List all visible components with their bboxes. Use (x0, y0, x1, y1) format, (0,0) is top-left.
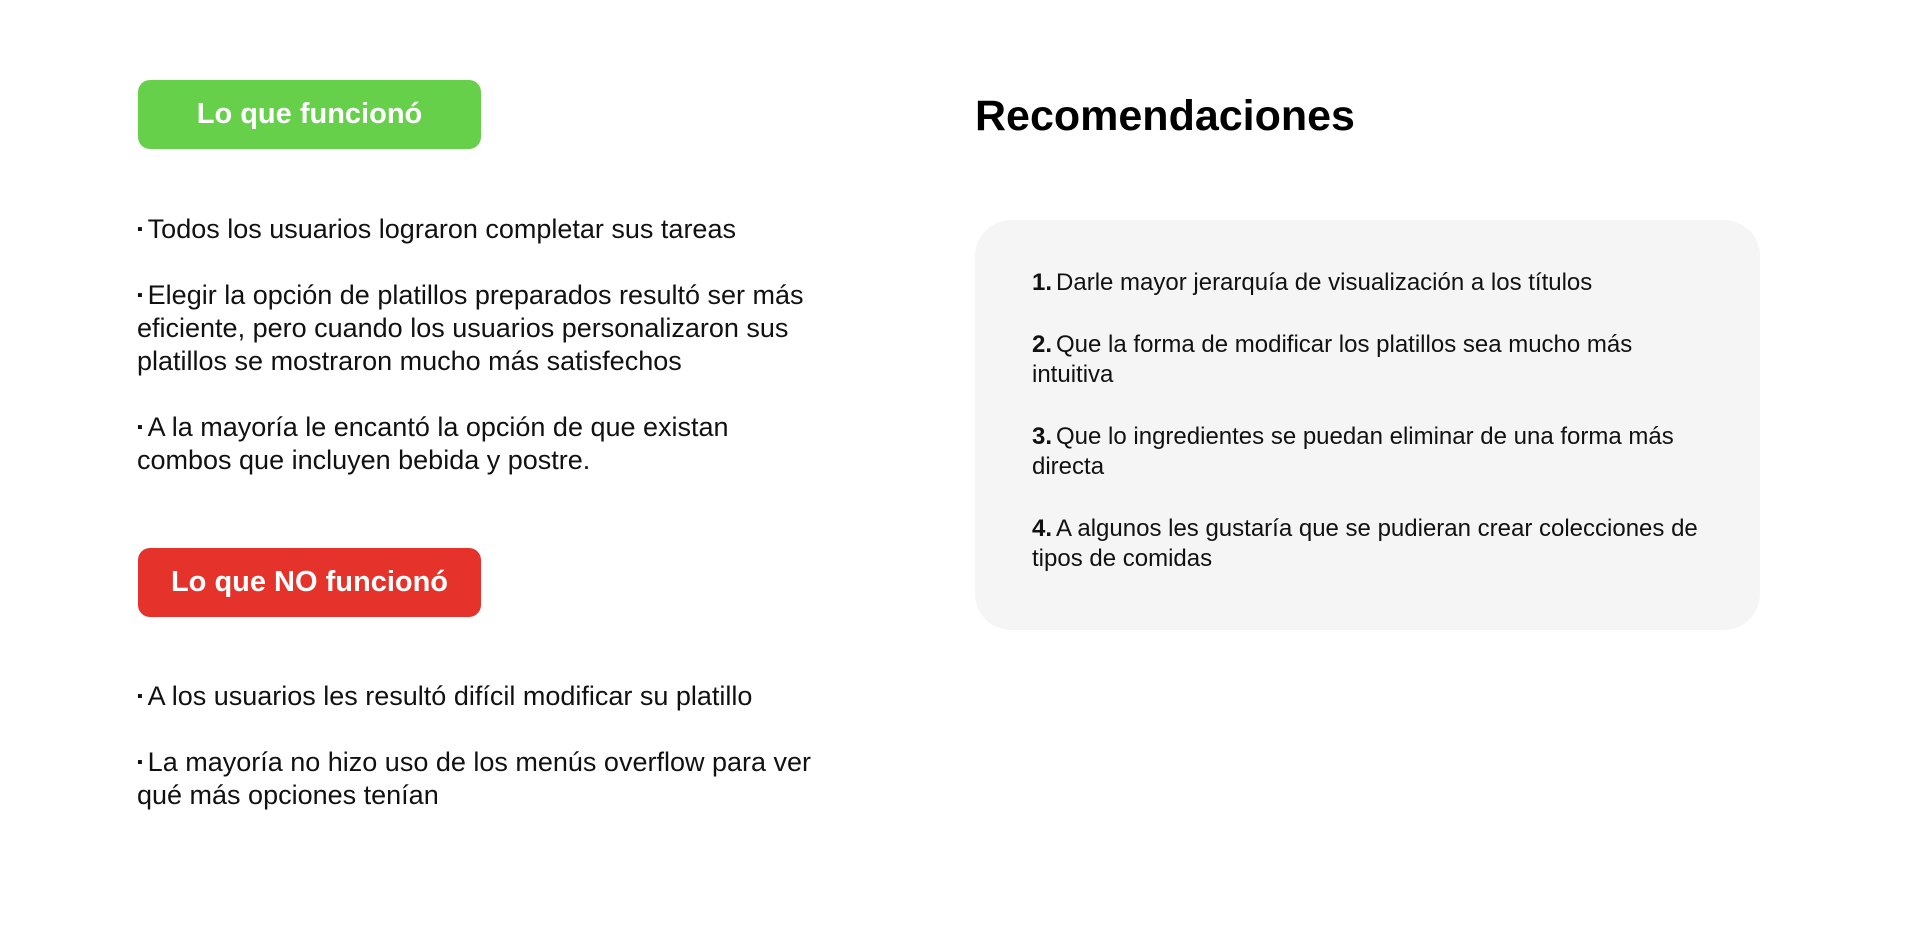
list-item (137, 746, 817, 812)
recommendation-text: Darle mayor jerarquía de visualización a los títulos (1056, 269, 1593, 296)
recommendation-item (1032, 422, 1712, 482)
bullet-icon: ▪ (137, 419, 143, 436)
not-worked-badge (138, 548, 481, 617)
bullet-icon: ▪ (137, 688, 143, 705)
list-item (137, 411, 817, 477)
recommendation-number: 1. (1032, 269, 1053, 296)
recommendation-item (1032, 268, 1712, 298)
list-item (137, 279, 817, 378)
recommendation-number: 3. (1032, 423, 1053, 450)
bullet-icon: ▪ (137, 287, 143, 304)
bullet-icon: ▪ (137, 221, 143, 238)
worked-badge-label: Lo que funcionó (196, 98, 423, 130)
recommendation-number: 2. (1032, 331, 1053, 358)
list-item-text: Todos los usuarios lograron completar sus tareas (147, 214, 736, 244)
recommendations-title: Recomendaciones (975, 92, 1355, 140)
recommendation-item (1032, 330, 1712, 390)
recommendation-text: Que lo ingredientes se puedan eliminar de una forma más directa (1032, 423, 1674, 480)
recommendation-text: A algunos les gustaría que se pudieran crear colecciones de tipos de comidas (1032, 515, 1698, 572)
not-worked-badge-label: Lo que NO funcionó (170, 566, 449, 598)
list-item-text: A la mayoría le encantó la opción de que existan combos que incluyen bebida y postre. (137, 412, 729, 475)
worked-badge (138, 80, 481, 149)
recommendation-number: 4. (1032, 515, 1053, 542)
list-item-text: Elegir la opción de platillos preparados resultó ser más eficiente, pero cuando los usuarios personalizaron sus platillos se mostraron mucho más satisfechos (137, 280, 804, 376)
list-item (137, 680, 817, 713)
list-item (137, 213, 817, 246)
list-item-text: A los usuarios les resultó difícil modificar su platillo (147, 681, 753, 711)
recommendation-item (1032, 514, 1712, 574)
not-worked-list (137, 680, 817, 812)
list-item-text: La mayoría no hizo uso de los menús overflow para ver qué más opciones tenían (137, 747, 812, 810)
recommendations-list (1032, 268, 1712, 574)
worked-list (137, 213, 817, 477)
bullet-icon: ▪ (137, 754, 143, 771)
recommendation-text: Que la forma de modificar los platillos sea mucho más intuitiva (1032, 331, 1633, 388)
